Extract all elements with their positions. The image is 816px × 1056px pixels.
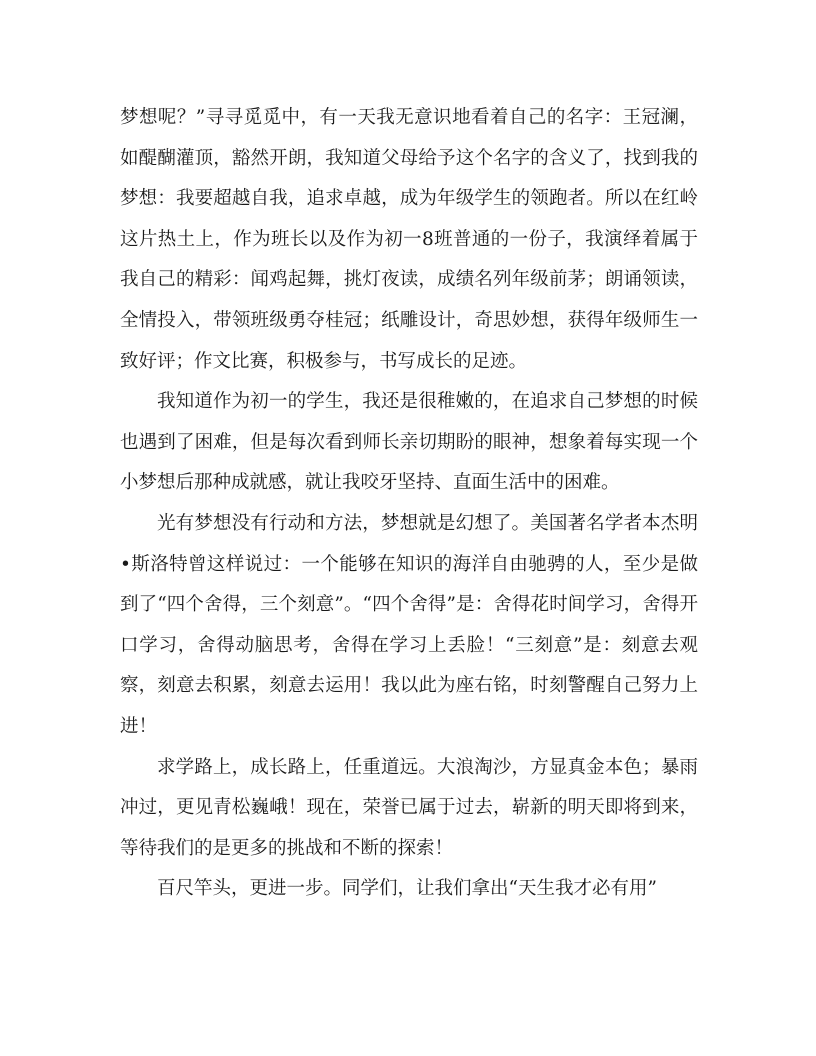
paragraph-4: 求学路上，成长路上，任重道远。大浪淘沙，方显真金本色；暴雨冲过，更见青松巍峨！现在，荣誉已属于过去，崭新的明天即将到来，等待我们的是更多的挑战和不断的探索！ — [120, 756, 698, 859]
paragraph-2: 我知道作为初一的学生，我还是很稚嫩的，在追求自己梦想的时候也遇到了困难，但是每次看到师长亲切期盼的眼神，想象着每实现一个小梦想后那种成就感，就让我咬牙坚持、直面生活中的困难。 — [120, 391, 698, 494]
paragraph-3: 光有梦想没有行动和方法，梦想就是幻想了。美国著名学者本杰明•斯洛特曾这样说过：一个能够在知识的海洋自由驰骋的人，至少是做到了“四个舍得，三个刻意”。“四个舍得”是：舍得花时间学习，舍得开口学习，舍得动脑思考，舍得在学习上丢脸！“三刻意”是：刻意去观察，刻意去积累，刻意去运用！我以此为座右铭，时刻警醒自己努力上进！ — [120, 512, 698, 737]
paragraph-1: 梦想呢？”寻寻觅觅中，有一天我无意识地看着自己的名字：王冠澜，如醍醐灌顶，豁然开朗，我知道父母给予这个名字的含义了，找到我的梦想：我要超越自我，追求卓越，成为年级学生的领跑者。所以在红岭这片热土上，作为班长以及作为初一8班普通的一份子，我演绎着属于我自己的精彩：闻鸡起舞，挑灯夜读，成绩名列年级前茅；朗诵领读，全情投入，带领班级勇夺桂冠；纸雕设计，奇思妙想，获得年级师生一致好评；作文比赛，积极参与，书写成长的足迹。 — [120, 107, 698, 372]
document-body — [120, 98, 698, 910]
paragraph-5: 百尺竿头，更进一步。同学们，让我们拿出“天生我才必有用” — [157, 878, 657, 900]
